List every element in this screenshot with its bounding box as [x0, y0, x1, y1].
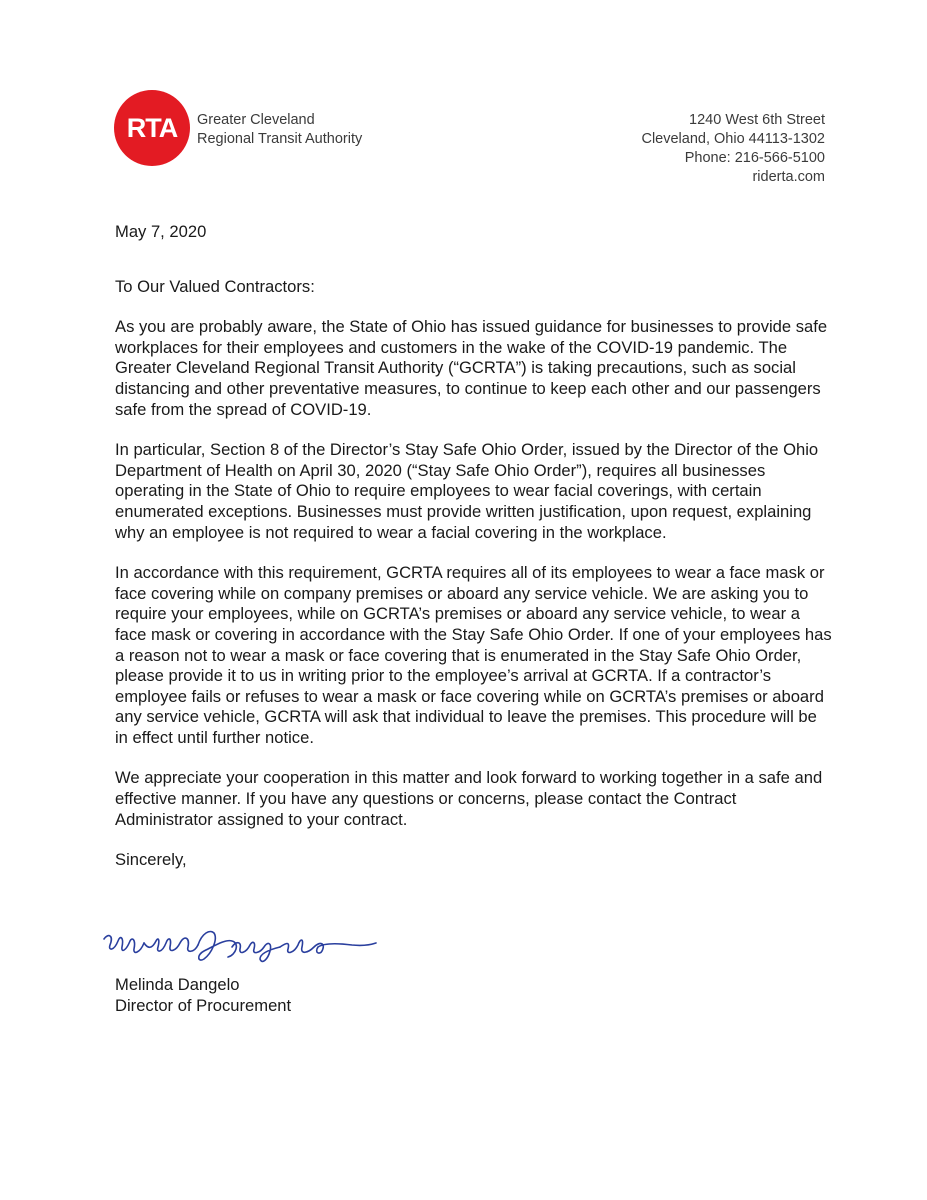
closing: Sincerely, [115, 850, 187, 870]
address-website: riderta.com [752, 169, 825, 185]
address-block [641, 111, 825, 187]
signer-name: Melinda Dangelo [115, 975, 240, 994]
paragraph-4: We appreciate your cooperation in this matter and look forward to working together in a safe and effective manner. If you have any questions or concerns, please contact the Contract Administrator assigned to your contract. [115, 768, 823, 829]
address-phone: Phone: 216-566-5100 [684, 150, 825, 166]
address-city: Cleveland, Ohio 44113-1302 [641, 131, 825, 147]
handwritten-signature [100, 925, 380, 980]
paragraph-3: In accordance with this requirement, GCRTA requires all of its employees to wear a face mask or face covering while on company premises or aboard any service vehicle. We are asking you to require your employees, while on GCRTA’s premises or aboard any service vehicle, to wear a face mask or covering in accordance with the Stay Safe Ohio Order. If one of your employees has a reason not to wear a mask or face covering that is enumerated in the Stay Safe Ohio Order, please provide it to us in writing prior to the employee’s arrival at GCRTA. If a contractor’s employee fails or refuses to wear a mask or face covering while on GCRTA’s premises or aboard any service vehicle, GCRTA will ask that individual to leave the premises. This procedure will be in effect until further notice. [115, 563, 832, 747]
org-line-2: Regional Transit Authority [197, 131, 363, 147]
paragraph-2: In particular, Section 8 of the Director’s Stay Safe Ohio Order, issued by the Director of the Ohio Department of Health on April 30, 2020 (“Stay Safe Ohio Order”), requires all businesses operating in the State of Ohio to require employees to wear facial coverings, with certain enumerated exceptions. Businesses must provide written justification, upon request, explaining why an employee is not required to wear a facial covering in the workplace. [115, 440, 819, 542]
svg-text:RTA: RTA [126, 113, 178, 143]
salutation: To Our Valued Contractors: [115, 276, 315, 296]
letter-body [115, 222, 833, 871]
org-line-1: Greater Cleveland [197, 112, 315, 128]
signer-title: Director of Procurement [115, 995, 292, 1015]
letter-date: May 7, 2020 [115, 222, 207, 241]
rta-logo [114, 90, 190, 166]
address-street: 1240 West 6th Street [689, 112, 825, 128]
organization-name [197, 111, 362, 149]
signer-block [115, 975, 291, 1016]
paragraph-1: As you are probably aware, the State of Ohio has issued guidance for businesses to provide safe workplaces for their employees and customers in the wake of the COVID-19 pandemic. The Greater Cleveland Regional Transit Authority (“GCRTA”) is taking precautions, such as social distancing and other preventative measures, to continue to keep each other and our passengers safe from the spread of COVID-19. [115, 317, 828, 419]
